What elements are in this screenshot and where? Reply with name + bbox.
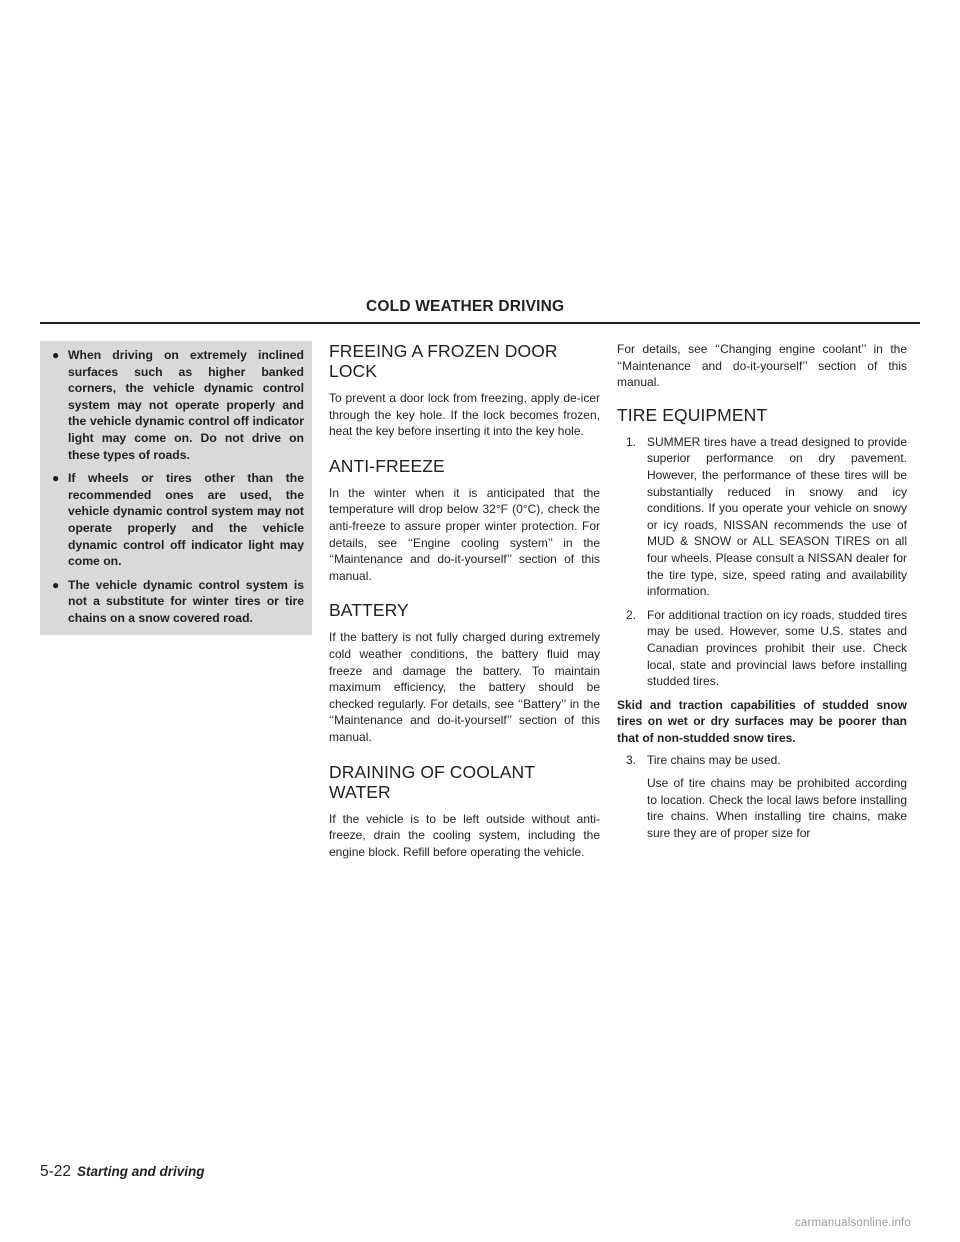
tire-list-continued <box>617 752 907 769</box>
studded-tire-note: Skid and traction capabilities of studded snow tires on wet or dry surfaces may be poorer than that of non-studded snow tires. <box>617 697 907 745</box>
heading-draining: DRAINING OF COOLANT WATER <box>329 761 535 802</box>
section-rule <box>40 322 920 324</box>
heading-anti-freeze: ANTI-FREEZE <box>329 455 445 476</box>
list-item: 3. Tire chains may be used. <box>626 753 781 768</box>
warning-item: ● When driving on extremely inclined surfaces such as higher banked corners, the vehicle dynamic control system may not operate properly and the vehicle dynamic control off indicator light may come on. Do not drive on these types of roads. <box>52 348 304 462</box>
warning-box <box>40 341 312 635</box>
bullet-icon: ● <box>52 348 60 362</box>
column-left <box>40 341 312 635</box>
heading-freezing-lock: FREEING A FROZEN DOOR LOCK <box>329 341 558 381</box>
list-item: 1. SUMMER tires have a tread designed to provide superior performance on dry pavement. However, the performance of these tires will be substantially reduced in snowy and icy conditions. If you operate your vehicle on snowy or icy roads, NISSAN recommends the use of MUD & SNOW or ALL SEASON TIRES on all four wheels. Please consult a NISSAN dealer for the tire type, size, speed rating and availability information. <box>626 434 907 599</box>
paragraph-battery: If the battery is not fully charged during extremely cold weather conditions, the battery fluid may freeze and damage the battery. To maintain maximum efficiency, the battery should be checked regularly. For details, see ‘‘Battery’’ in the ‘‘Maintenance and do-it-yourself’’ section of this manual. <box>329 630 600 744</box>
paragraph-anti-freeze: In the winter when it is anticipated that the temperature will drop below 32°F (0°C), check the anti-freeze to assure proper winter protection. For details, see ‘‘Engine cooling system’’ in the ‘‘Maintenance and do-it-yourself’’ section of this manual. <box>329 485 600 583</box>
paragraph-coolant-tail: For details, see ‘‘Changing engine coolant’’ in the ‘‘Maintenance and do-it-yourself’’ section of this manual. <box>617 342 907 390</box>
page-footer <box>40 1163 205 1181</box>
list-item: 2. For additional traction on icy roads, studded tires may be used. However, some U.S. states and Canadian provinces prohibit their use. Check local, state and provincial laws before installing studded tires. <box>626 607 907 689</box>
heading-tire-equipment: TIRE EQUIPMENT <box>617 404 768 425</box>
paragraph-draining: If the vehicle is to be left outside without anti-freeze, drain the cooling system, including the engine block. Refill before operating the vehicle. <box>329 811 600 859</box>
watermark: carmanualsonline.info <box>794 1217 912 1229</box>
bullet-icon: ● <box>52 471 60 486</box>
page-number: 5-22 <box>40 1163 72 1180</box>
column-middle <box>329 341 600 876</box>
bullet-icon: ● <box>52 577 60 592</box>
column-right <box>617 341 907 841</box>
tire-list <box>617 434 907 690</box>
warning-item: ● The vehicle dynamic control system is not a substitute for winter tires or tire chains on a snow covered road. <box>52 577 304 625</box>
footer-section-title: Starting and driving <box>77 1164 205 1179</box>
paragraph-freezing-lock: To prevent a door lock from freezing, apply de-icer through the key hole. If the lock becomes frozen, heat the key before inserting it into the key hole. <box>329 391 600 439</box>
heading-battery: BATTERY <box>329 600 409 621</box>
tire-chains-paragraph: Use of tire chains may be prohibited according to location. Check the local laws before installing tire chains. When installing tire chains, make sure they are of proper size for <box>647 776 907 840</box>
warning-item: ● If wheels or tires other than the recommended ones are used, the vehicle dynamic control system may not operate properly and the vehicle dynamic control off indicator light may come on. <box>52 471 304 569</box>
section-title: COLD WEATHER DRIVING <box>366 298 565 315</box>
